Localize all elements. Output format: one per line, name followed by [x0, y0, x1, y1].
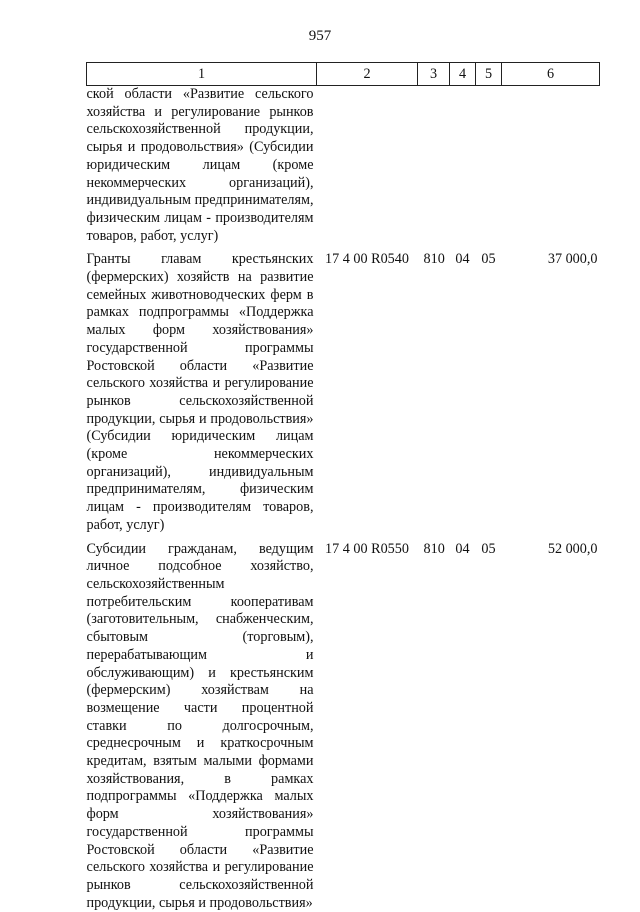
row-section: 04 [450, 245, 476, 534]
row-expense-type [418, 86, 450, 246]
row-subsection [476, 86, 502, 246]
header-row [87, 63, 600, 86]
row-expense-type: 810 [418, 245, 450, 534]
row-amount: 52 000,0 [502, 535, 600, 912]
row-description: Субсидии гражданам, ведущим личное подсобное хозяйство, сельскохозяйственным потребительским кооперативам (заготовительным, снабженческим, сбытовым (торговым), перерабатывающим и обслуживающим) и крестьянским (фермерским) хозяйствам на возмещение части процентной ставки по долгосрочным, среднесрочным и краткосрочным кредитам, взятым малыми формами хозяйствования, в рамках подпрограммы «Поддержка малых форм хозяйствования» государственной программы Ростовской области «Развитие сельского хозяйства и регулирование рынков сельскохозяйственной продукции, сырья и продовольствия» [87, 535, 317, 912]
column-header-3: 3 [418, 63, 450, 86]
column-header-5: 5 [476, 63, 502, 86]
table-row [87, 245, 600, 534]
row-subsection: 05 [476, 245, 502, 534]
budget-table [86, 62, 600, 912]
row-target-code: 17 4 00 R0550 [317, 535, 418, 912]
column-header-2: 2 [317, 63, 418, 86]
table-row [87, 535, 600, 912]
column-header-6: 6 [502, 63, 600, 86]
row-description: ской области «Развитие сельского хозяйства и регулирование рынков сельскохозяйственной продукции, сырья и продовольствия» (Субсидии юридическим лицам (кроме некоммерческих организаций), индивидуальным предпринимателям, физическим лицам - производителям товаров, работ, услуг) [87, 86, 317, 246]
row-section: 04 [450, 535, 476, 912]
table-body [87, 86, 600, 912]
row-target-code [317, 86, 418, 246]
column-header-4: 4 [450, 63, 476, 86]
table-header [87, 63, 600, 86]
row-section [450, 86, 476, 246]
column-header-1: 1 [87, 63, 317, 86]
row-expense-type: 810 [418, 535, 450, 912]
row-amount: 37 000,0 [502, 245, 600, 534]
table-row [87, 86, 600, 246]
row-amount [502, 86, 600, 246]
page-number: 957 [0, 27, 640, 45]
row-target-code: 17 4 00 R0540 [317, 245, 418, 534]
row-subsection: 05 [476, 535, 502, 912]
row-description: Гранты главам крестьянских (фермерских) хозяйств на развитие семейных животноводческих ферм в рамках подпрограммы «Поддержка малых форм хозяйствования» государственной программы Ростовской области «Развитие сельского хозяйства и регулирование рынков сельскохозяйственной продукции, сырья и продовольствия» (Субсидии юридическим лицам (кроме некоммерческих организаций), индивидуальным предпринимателям, физическим лицам - производителям товаров, работ, услуг) [87, 245, 317, 534]
